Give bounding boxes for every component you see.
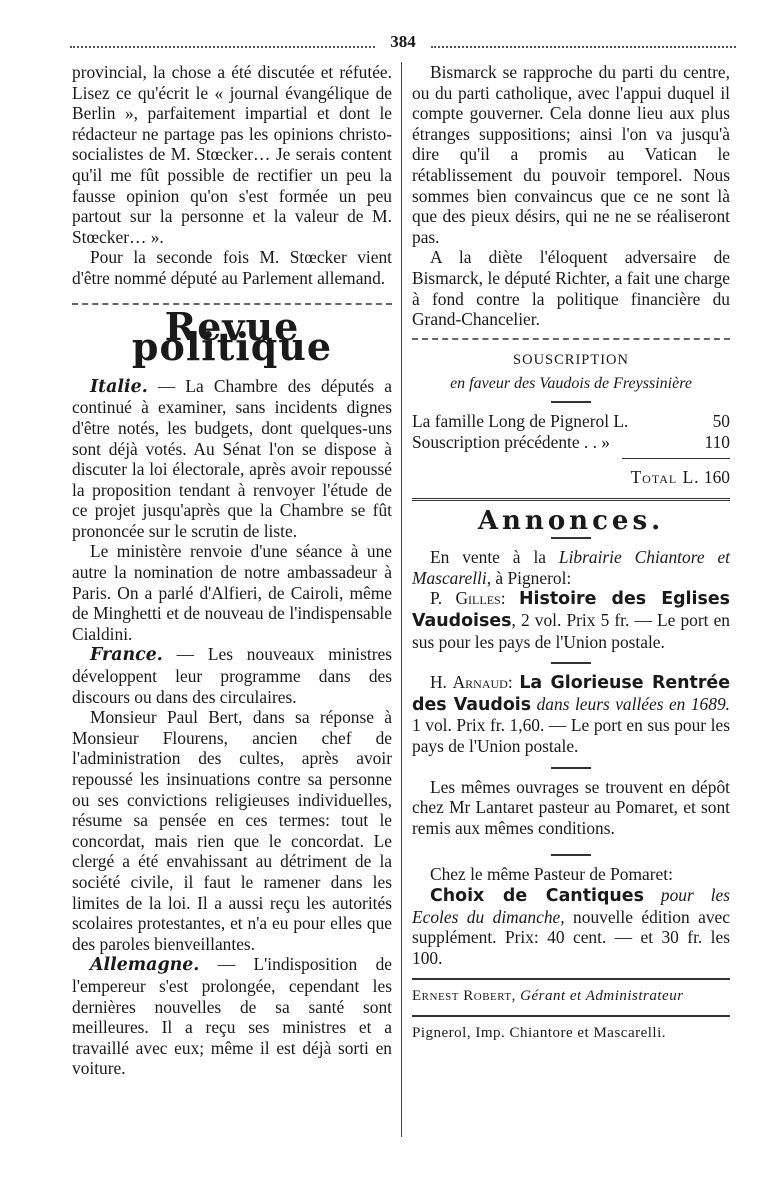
short-rule [551,537,591,539]
annonce-depot: Les mêmes ouvrages se trouvent en dépôt chez Mr Lantaret pasteur au Pomaret, et sont remis aux mêmes conditions. [412,776,730,838]
italie-label: Italie. [90,376,148,397]
short-rule [551,401,591,403]
row-label: Souscription précédente . . » [412,431,611,452]
italie-paragraph [72,376,392,542]
intro-paragraph: provincial, la chose a été discutée et réfutée. Lisez ce qu'écrit le « journal évangélique de Berlin », parfaitement impartial et dont le rédacteur ne partage pas les opinions christo-socialistes de M. Stœcker… Je serais content qu'il me fût possible de rectifier un peu la fausse opinion qu'on s'est formée un peu partout sur la personne et la valeur de M. Stœcker… ». [72,62,392,247]
row-value: 50 [712,410,730,431]
annonce-text: En vente à la [430,547,559,568]
header-rule-right [431,46,736,48]
printer-line: Pignerol, Imp. Chiantore et Mascarelli. [412,1024,667,1041]
section-title-annonces: Annonces. [477,505,665,536]
annonce-arnaud: H. Arnaud: La Glorieuse Rentrée des Vaudois dans leurs vallées en 1689. 1 vol. Prix fr. 1,60. — Le port en sus pour les pays de l'Union postale. [412,672,730,757]
france-text: — Les nouveaux ministres développent leur programme dans des discours ou dans des circulaires. [72,644,392,707]
book-subtitle: pour les Ecoles du dimanche, [412,885,730,927]
allemagne-text: — L'indisposition de l'empereur s'est prolongée, cependant les dernières nouvelles de sa santé sont meilleures. Il a reçu ses ministres et a travaillé avec eux; même il est déjà sorti en voiture. [72,954,392,1079]
page-number: 384 [390,32,416,51]
annonce-cantiques [412,885,730,968]
souscription-row [412,432,730,453]
column-divider [401,62,402,1137]
librairie-name: Librairie Chiantore et Mascarelli [412,547,730,588]
short-rule [551,767,591,769]
gerant-name: Ernest Robert, [412,988,516,1005]
souscription-row [412,411,730,432]
italie-paragraph-2: Le ministère renvoie d'une séance à une autre la nomination de notre ambassadeur à Paris. On a parlé d'Alfieri, de Cairoli, même de Minghetti et de nouveau de l'indispensable Cialdini. [72,541,392,644]
france-label: France. [90,645,163,666]
allemagne-paragraph [72,954,392,1079]
book-title: Histoire des Eglises Vaudoises [412,589,730,632]
politics-continued: Bismarck se rapproche du parti du centre, ou du parti catholique, avec l'appui duquel il compte gouverner. Cela donne lieu aux plus étranges suppositions; ainsi l'on va jusqu'à dire qu'il a promis au Vatican le rétablissement du pouvoir temporel. Nous sommes bien convaincus que ce ne sont là que des pieux désirs, qui ne ne se réaliseront pas. [412,62,730,247]
gerant-role: Gérant et Administrateur [515,988,684,1005]
row-label: La famille Long de Pignerol L. [412,410,629,431]
annonce-text: 1 vol. Prix fr. 1,60. — Le port en sus pour les pays de l'Union postale. [412,715,730,757]
book-subtitle: dans leurs vallées en 1689. [536,693,730,714]
section-title-revue-politique: Revue politique [131,303,333,370]
souscription-subtitle: en faveur des Vaudois de Freyssinière [450,375,692,393]
diete-paragraph: A la diète l'éloquent adversaire de Bismarck, le député Richter, a fait une charge à fond contre la politique financière du Grand-Chancelier. [412,247,730,330]
short-rule [551,854,591,856]
footer-rule [412,1015,730,1017]
sum-rule [622,458,730,459]
short-rule [551,662,591,664]
right-column [412,62,730,1044]
annonce-text: nouvelle édition avec supplément. Prix: 40 cent. — et 30 fr. les 100. [412,906,730,968]
france-paragraph [72,644,392,707]
annonce-gilles: P. Gilles: Histoire des Eglises Vaudoises, 2 vol. Prix 5 fr. — Le port en sus pour les pays de l'Union postale. [412,588,730,652]
footer-rule [412,978,730,980]
book-title: La Glorieuse Rentrée des Vaudois [412,673,730,715]
souscription-total [412,467,730,488]
section-divider [412,338,730,340]
author-name: H. Arnaud [430,672,508,693]
annonce-vente [412,547,730,588]
left-column [72,62,392,1079]
total-label: Total L. [630,467,700,488]
author-name: P. Gilles [430,588,501,609]
total-value: 160 [703,467,730,488]
book-title: Choix de Cantiques [430,886,644,906]
france-paragraph-2: Monsieur Paul Bert, dans sa réponse à Monsieur Flourens, ancien chef de l'administration des cultes, après avoir repoussé les insinuations contre sa personne ou ses convictions religieuses individuelles, résume sa pensée en ces termes: tout le concordat, mais rien que le concordat. Le clergé a été envahissant au détriment de la société civile, il faut le ramener dans les limites de la loi. Il a aussi reçu les autorités scolaires protestantes, et n'a eu pour elles que des paroles bienveillantes. [72,707,392,954]
annonce-text: , à Pignerol: [486,567,572,588]
gerant-line [412,986,730,1007]
section-divider [412,498,730,501]
allemagne-label: Allemagne. [90,955,200,976]
italie-text: — La Chambre des députés a continué à examiner, sans incidents dignes d'être notés, les budgets, dont quelques-uns sont déjà votés. Au Sénat l'on se dispose à discuter la loi électorale, après avoir repoussé la proposition tendant à renvoyer l'étude de ce projet jusqu'après que la Chambre se fût prononcée sur le scrutin de liste. [72,375,392,541]
souscription-title: SOUSCRIPTION [513,351,629,368]
row-value: 110 [704,431,730,452]
page-header [70,32,736,54]
annonce-text: , 2 vol. Prix 5 fr. — Le port en sus pour les pays de l'Union postale. [412,610,730,652]
intro-paragraph-2: Pour la seconde fois M. Stœcker vient d'être nommé député au Parlement allemand. [72,247,392,288]
annonce-pomaret: Chez le même Pasteur de Pomaret: [430,864,673,885]
